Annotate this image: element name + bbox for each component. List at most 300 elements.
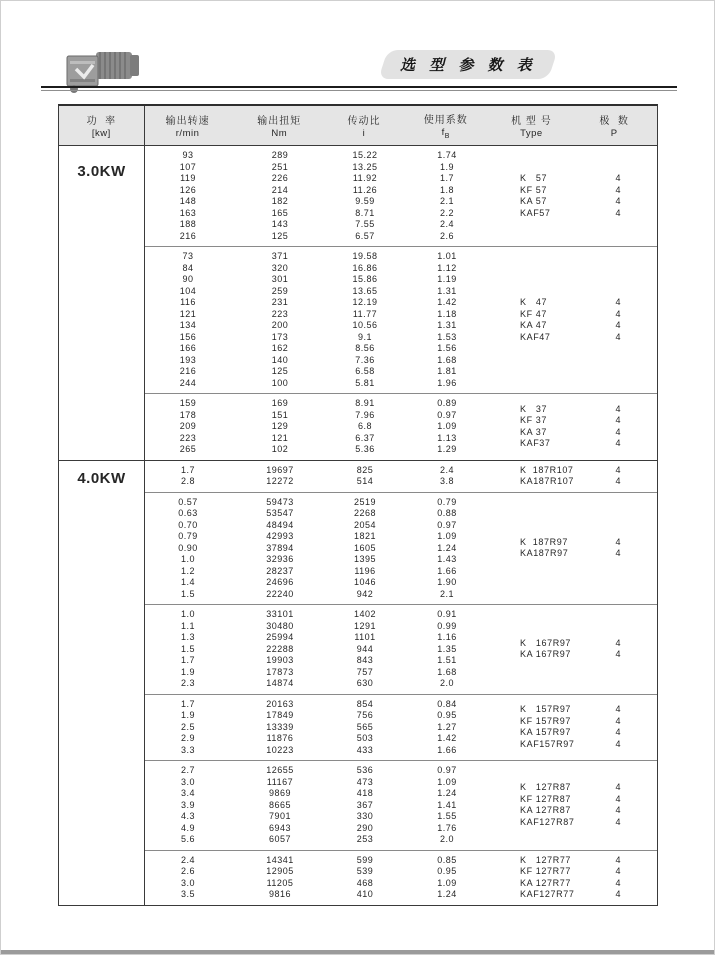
ratio-cell: 1821 [353, 531, 377, 541]
ratio-cell: 473 [356, 776, 374, 787]
header-power-unit: [kw] [91, 128, 111, 139]
type-poles-area [493, 497, 657, 601]
table-row [145, 173, 493, 185]
selection-parameter-table [58, 104, 658, 906]
factor-cell: 0.89 [437, 398, 457, 408]
ratio-cell: 468 [356, 877, 374, 888]
factor-cell: 1.53 [437, 331, 457, 342]
factor-cell: 1.29 [437, 444, 457, 454]
header-rule-thin [41, 90, 677, 91]
table-row [145, 678, 493, 690]
ratio-cell: 13.25 [352, 161, 378, 172]
factor-cell: 0.88 [437, 508, 457, 518]
factor-cell: 0.79 [437, 496, 457, 507]
ratio-cell: 7.36 [355, 354, 375, 365]
torque-cell: 125 [271, 230, 289, 241]
torque-cell: 301 [271, 274, 289, 284]
factor-cell: 1.09 [437, 421, 457, 431]
type-row [493, 476, 657, 488]
torque-cell: 125 [271, 366, 289, 376]
ratio-cell: 942 [356, 588, 374, 599]
type-row [493, 716, 657, 728]
speed-cell: 3.9 [180, 799, 195, 810]
data-block [145, 246, 657, 393]
ratio-cell: 630 [356, 678, 374, 688]
data-block [145, 393, 657, 460]
model-type-value: K 127R87 [520, 782, 572, 793]
factor-cell: 1.31 [437, 320, 457, 330]
poles-value: 4 [615, 816, 621, 827]
speed-cell: 2.5 [180, 721, 195, 732]
table-row [145, 150, 493, 162]
poles-value: 4 [615, 782, 621, 793]
torque-cell: 6057 [268, 834, 292, 844]
type-row [493, 438, 657, 450]
table-header-row [59, 106, 657, 146]
speed-cell: 148 [179, 196, 197, 206]
model-type-value: K 127R77 [520, 854, 572, 865]
model-type-value: K 47 [520, 297, 548, 307]
factor-cell: 1.9 [439, 161, 454, 172]
factor-cell: 1.66 [437, 744, 457, 755]
table-row [145, 811, 493, 823]
ratio-cell: 1196 [354, 565, 376, 576]
speed-cell: 119 [180, 173, 196, 183]
poles-value: 4 [615, 738, 621, 749]
model-type-value: K 157R97 [520, 704, 572, 715]
table-row [145, 251, 493, 263]
poles-value: 4 [615, 854, 621, 865]
torque-cell: 162 [271, 343, 289, 353]
poles-value: 4 [615, 464, 621, 475]
ratio-cell: 19.58 [352, 251, 378, 261]
ratio-cell: 1395 [353, 554, 377, 564]
table-row [145, 733, 493, 745]
torque-cell: 19903 [266, 655, 294, 665]
table-row [145, 878, 493, 890]
type-row [493, 794, 657, 806]
factor-cell: 1.42 [437, 733, 457, 743]
ratio-cell: 6.8 [357, 421, 372, 431]
torque-cell: 231 [271, 297, 289, 307]
poles-value: 4 [615, 173, 621, 183]
factor-cell: 1.31 [437, 285, 457, 296]
table-row [145, 855, 493, 867]
ratio-cell: 503 [356, 733, 374, 743]
ratio-cell: 5.36 [355, 444, 375, 454]
ratio-cell: 6.58 [355, 366, 375, 376]
header-service-factor: 使用系数 $f_B$ [423, 115, 468, 140]
ratio-cell: 10.56 [352, 320, 378, 330]
torque-cell: 6943 [268, 822, 292, 833]
model-type-value: KA 157R97 [520, 727, 571, 738]
ratio-cell: 843 [356, 655, 374, 665]
factor-cell: 1.01 [437, 251, 457, 261]
speed-cell: 104 [179, 285, 197, 296]
ratio-cell: 410 [356, 889, 374, 899]
speed-cell: 0.79 [178, 531, 198, 541]
table-row [145, 320, 493, 332]
torque-cell: 151 [271, 409, 289, 420]
torque-cell: 53547 [266, 508, 294, 518]
torque-cell: 28237 [266, 565, 294, 576]
ratio-cell: 11.92 [352, 173, 378, 183]
table-row [145, 765, 493, 777]
speed-cell: 1.4 [180, 577, 195, 587]
table-row [145, 162, 493, 174]
poles-value: 4 [615, 637, 621, 648]
ratio-cell: 418 [356, 788, 374, 798]
table-row [145, 476, 493, 488]
torque-cell: 20163 [266, 698, 294, 709]
table-row [145, 421, 493, 433]
ratio-cell: 290 [356, 822, 374, 833]
ratio-cell: 1101 [354, 632, 376, 642]
factor-cell: 1.81 [437, 366, 457, 376]
torque-cell: 259 [271, 285, 289, 296]
torque-cell: 223 [271, 308, 289, 319]
numeric-rows [145, 150, 493, 242]
poles-value: 4 [615, 649, 621, 660]
torque-cell: 42993 [266, 531, 294, 541]
model-type-value: K 187R97 [520, 536, 568, 547]
ratio-cell: 253 [356, 834, 374, 844]
torque-cell: 200 [271, 320, 289, 330]
page-bottom-bar [1, 950, 715, 954]
torque-cell: 25994 [266, 632, 294, 642]
ratio-cell: 514 [356, 476, 374, 486]
torque-cell: 12272 [266, 476, 294, 486]
torque-cell: 140 [271, 354, 289, 365]
poles-value: 4 [615, 805, 621, 816]
table-row [145, 465, 493, 477]
torque-cell: 121 [271, 432, 289, 443]
speed-cell: 84 [182, 262, 194, 273]
ratio-cell: 599 [356, 854, 374, 865]
factor-cell: 1.51 [437, 655, 457, 665]
page-title: 选 型 参 数 表 [399, 57, 537, 74]
poles-value: 4 [615, 207, 621, 218]
type-row [493, 196, 657, 208]
page-title-badge [378, 50, 557, 79]
type-poles-area [493, 855, 657, 901]
ratio-cell: 2054 [353, 519, 377, 530]
type-row [493, 704, 657, 716]
torque-cell: 11876 [266, 733, 294, 743]
speed-cell: 4.3 [180, 811, 195, 821]
model-type-value: KAF157R97 [520, 738, 575, 749]
ratio-cell: 9.1 [357, 331, 372, 342]
type-row [493, 638, 657, 650]
header-model-type: 机 型 号 Type [511, 116, 552, 139]
factor-cell: 0.95 [437, 866, 457, 876]
power-rating-label: 3.0KW [77, 163, 126, 180]
factor-cell: 1.7 [439, 173, 454, 183]
type-row [493, 878, 657, 890]
type-row [493, 185, 657, 197]
speed-cell: 1.9 [180, 666, 195, 677]
type-poles-area [493, 765, 657, 846]
table-row [145, 866, 493, 878]
numeric-rows [145, 251, 493, 389]
table-row [145, 508, 493, 520]
speed-cell: 156 [179, 331, 197, 342]
torque-cell: 30480 [266, 620, 294, 631]
speed-cell: 159 [179, 398, 197, 408]
torque-cell: 11167 [266, 776, 294, 787]
factor-cell: 1.09 [437, 776, 457, 787]
factor-cell: 1.19 [437, 274, 457, 284]
speed-cell: 107 [179, 161, 197, 172]
torque-cell: 165 [271, 207, 289, 218]
numeric-rows [145, 497, 493, 601]
type-row [493, 548, 657, 560]
poles-value: 4 [615, 403, 621, 414]
table-row [145, 834, 493, 846]
factor-cell: 0.97 [437, 409, 457, 420]
speed-cell: 2.8 [180, 476, 195, 486]
poles-value: 4 [615, 426, 621, 437]
table-row [145, 589, 493, 601]
type-row [493, 817, 657, 829]
table-row [145, 577, 493, 589]
data-block [145, 694, 657, 761]
factor-cell: 1.16 [437, 632, 457, 642]
speed-cell: 0.63 [178, 508, 198, 518]
speed-cell: 2.3 [180, 678, 195, 688]
speed-cell: 216 [179, 366, 197, 376]
torque-cell: 289 [271, 150, 289, 160]
model-type-value: KA 127R87 [520, 805, 571, 816]
factor-cell: 1.42 [437, 297, 457, 307]
ratio-cell: 12.19 [352, 297, 378, 307]
power-section [59, 460, 657, 905]
torque-cell: 59473 [266, 496, 294, 507]
table-row [145, 710, 493, 722]
ratio-cell: 757 [356, 666, 374, 677]
ratio-cell: 330 [356, 811, 374, 821]
model-type-value: KF 37 [520, 415, 548, 426]
model-type-value: KAF57 [520, 207, 551, 218]
table-row [145, 823, 493, 835]
table-row [145, 699, 493, 711]
factor-cell: 2.1 [439, 588, 454, 599]
factor-cell: 2.6 [439, 230, 454, 241]
type-row [493, 782, 657, 794]
speed-cell: 1.1 [180, 620, 195, 631]
header-rule-thick [41, 86, 677, 88]
speed-cell: 73 [182, 251, 194, 261]
type-poles-area [493, 251, 657, 389]
model-type-value: KAF127R87 [520, 816, 575, 827]
torque-cell: 8665 [268, 799, 292, 810]
poles-value: 4 [615, 476, 621, 486]
factor-cell: 1.13 [437, 432, 457, 443]
ratio-cell: 756 [356, 710, 374, 720]
torque-cell: 14341 [266, 854, 294, 865]
model-type-value: KA 47 [520, 320, 548, 330]
speed-cell: 3.0 [180, 776, 195, 787]
model-type-value: KA187R97 [520, 548, 569, 559]
data-block [145, 461, 657, 492]
table-row [145, 632, 493, 644]
blocks-area [145, 461, 657, 905]
model-type-value: KA 127R77 [520, 877, 571, 888]
torque-cell: 37894 [266, 542, 294, 553]
table-row [145, 621, 493, 633]
factor-cell: 0.91 [437, 609, 457, 619]
table-row [145, 263, 493, 275]
ratio-cell: 944 [356, 643, 374, 654]
table-row [145, 543, 493, 555]
ratio-cell: 5.81 [355, 377, 375, 388]
table-row [145, 378, 493, 390]
torque-cell: 11205 [266, 877, 294, 888]
table-row [145, 343, 493, 355]
data-block [145, 850, 657, 905]
factor-cell: 1.68 [437, 666, 457, 677]
factor-cell: 1.27 [437, 721, 457, 732]
type-row [493, 320, 657, 332]
ratio-cell: 433 [356, 744, 374, 755]
torque-cell: 214 [271, 184, 289, 195]
type-row [493, 309, 657, 321]
factor-cell: 1.74 [437, 150, 457, 160]
torque-cell: 9816 [268, 889, 292, 899]
speed-cell: 1.5 [180, 643, 195, 654]
factor-cell: 0.99 [437, 620, 457, 631]
data-block [145, 604, 657, 694]
speed-cell: 126 [179, 184, 197, 195]
table-row [145, 219, 493, 231]
type-poles-area [493, 609, 657, 690]
speed-cell: 265 [179, 444, 197, 454]
header-power [59, 106, 145, 145]
ratio-cell: 9.59 [355, 196, 375, 206]
torque-cell: 14874 [266, 678, 294, 688]
ratio-cell: 6.57 [355, 230, 375, 241]
factor-cell: 1.35 [437, 643, 457, 654]
table-row [145, 398, 493, 410]
type-row [493, 866, 657, 878]
factor-cell: 1.18 [437, 308, 457, 319]
type-poles-area [493, 465, 657, 488]
speed-cell: 209 [179, 421, 197, 431]
torque-cell: 182 [271, 196, 289, 206]
poles-value: 4 [615, 184, 621, 195]
table-row [145, 410, 493, 422]
factor-cell: 2.0 [439, 678, 454, 688]
torque-cell: 12655 [266, 765, 294, 775]
poles-value: 4 [615, 793, 621, 804]
poles-value: 4 [615, 320, 621, 330]
model-type-value: KA187R107 [520, 476, 574, 486]
torque-cell: 12905 [266, 866, 294, 876]
speed-cell: 3.3 [180, 744, 195, 755]
table-row [145, 208, 493, 220]
factor-cell: 2.0 [439, 834, 454, 844]
ratio-cell: 1046 [353, 577, 377, 587]
poles-value: 4 [615, 297, 621, 307]
factor-cell: 0.85 [437, 854, 457, 865]
model-type-value: KA 57 [520, 196, 548, 206]
header-output-torque: 输出扭矩 Nm [257, 116, 302, 139]
type-row [493, 739, 657, 751]
model-type-value: KAF37 [520, 438, 551, 449]
model-type-value: K 187R107 [520, 464, 574, 475]
poles-value: 4 [615, 536, 621, 547]
model-type-value: KF 47 [520, 308, 548, 319]
type-row [493, 889, 657, 901]
ratio-cell: 11.26 [352, 184, 378, 195]
numeric-rows [145, 609, 493, 690]
torque-cell: 7901 [268, 811, 292, 821]
factor-cell: 1.55 [437, 811, 457, 821]
table-row [145, 444, 493, 456]
ratio-cell: 11.77 [352, 308, 378, 319]
table-row [145, 722, 493, 734]
factor-cell: 1.24 [437, 788, 457, 798]
factor-cell: 1.09 [437, 877, 457, 888]
speed-cell: 1.3 [180, 632, 195, 642]
speed-cell: 116 [180, 297, 196, 307]
torque-cell: 48494 [266, 519, 294, 530]
ratio-cell: 15.86 [352, 274, 378, 284]
poles-value: 4 [615, 727, 621, 738]
speed-cell: 188 [179, 219, 197, 229]
header-power-label: 功 率 [86, 116, 117, 127]
ratio-cell: 2519 [353, 496, 377, 507]
speed-cell: 3.5 [180, 889, 195, 899]
ratio-cell: 2268 [353, 508, 377, 518]
table-row [145, 609, 493, 621]
torque-cell: 169 [271, 398, 289, 408]
poles-value: 4 [615, 415, 621, 426]
speed-cell: 93 [182, 150, 194, 160]
type-row [493, 332, 657, 344]
speed-cell: 1.2 [180, 565, 195, 576]
factor-cell: 1.56 [437, 343, 457, 353]
poles-value: 4 [615, 704, 621, 715]
torque-cell: 320 [271, 262, 289, 273]
speed-cell: 178 [179, 409, 197, 420]
table-row [145, 297, 493, 309]
speed-cell: 2.7 [180, 765, 195, 775]
speed-cell: 4.9 [180, 822, 195, 833]
power-section [59, 146, 657, 460]
factor-cell: 1.41 [437, 799, 457, 810]
factor-cell: 2.4 [439, 464, 454, 475]
model-type-value: KF 127R87 [520, 793, 571, 804]
speed-cell: 134 [179, 320, 197, 330]
poles-value: 4 [615, 331, 621, 342]
factor-cell: 1.8 [439, 184, 454, 195]
model-type-value: K 57 [520, 173, 548, 183]
ratio-cell: 825 [356, 464, 374, 475]
ratio-cell: 565 [356, 721, 374, 732]
torque-cell: 129 [271, 421, 289, 431]
numeric-rows [145, 465, 493, 488]
speed-cell: 90 [182, 274, 194, 284]
speed-cell: 1.5 [180, 588, 195, 599]
table-row [145, 745, 493, 757]
table-row [145, 433, 493, 445]
factor-cell: 3.8 [439, 476, 454, 486]
torque-cell: 22288 [266, 643, 294, 654]
torque-cell: 9869 [268, 788, 292, 798]
factor-cell: 2.1 [439, 196, 454, 206]
speed-cell: 121 [179, 308, 197, 319]
